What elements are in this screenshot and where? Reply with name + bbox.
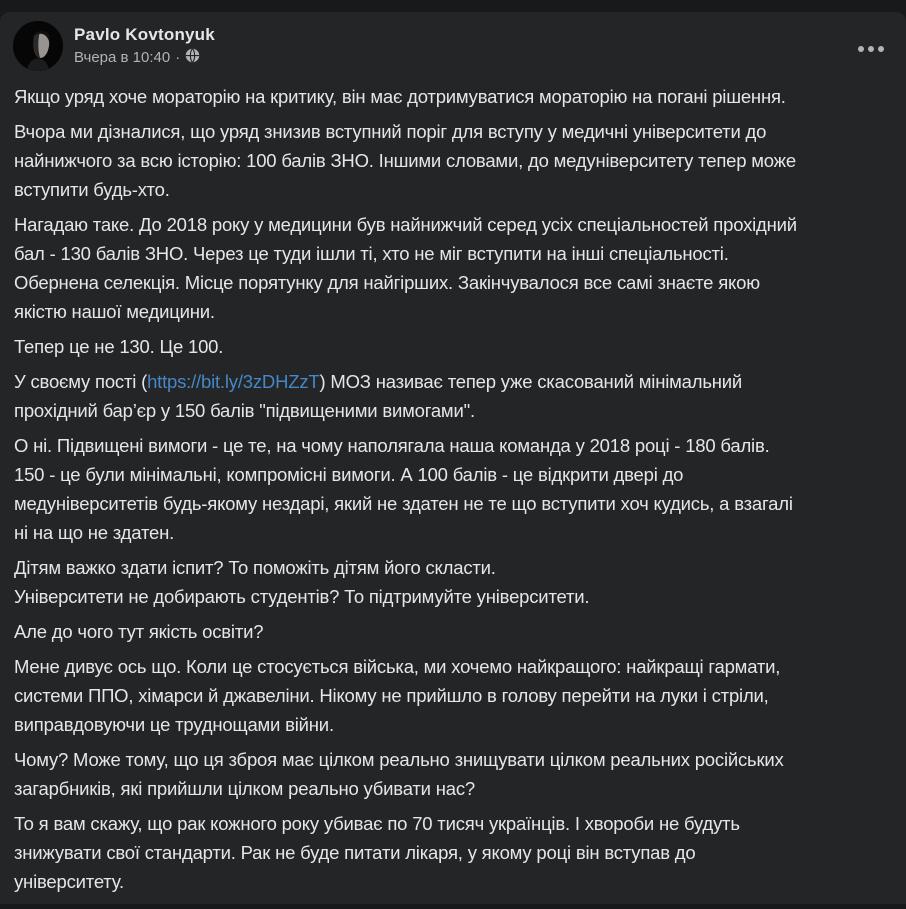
globe-icon — [185, 48, 200, 67]
post-text-line: Вчора ми дізналися, що уряд знизив вступний поріг для вступу у медичні університети до — [14, 121, 767, 142]
post-text-line: Але до чого тут якість освіти? — [14, 621, 264, 642]
post-paragraph — [14, 82, 892, 111]
inline-link[interactable]: https://bit.ly/3zDHZzT — [147, 371, 320, 392]
post-text-line: університету. — [14, 871, 124, 892]
post-text-line: бал - 130 балів ЗНО. Через це туди ішли ті, хто не міг вступити на інші спеціальності. — [14, 243, 729, 264]
post-text-line: Тепер це не 130. Це 100. — [14, 336, 224, 357]
post-text-line: знижувати свої стандарти. Рак не буде питати лікаря, у якому році він вступав до — [14, 842, 696, 863]
post-text-line: Чому? Може тому, що ця зброя має цілком реально знищувати цілком реальних російських — [14, 749, 784, 770]
post-text-line: прохідний бар’єр у 150 балів "підвищеними вимогами". — [14, 400, 475, 421]
post-paragraph — [14, 809, 892, 896]
post-menu-button[interactable] — [854, 40, 888, 58]
post-text-line: Мене дивує ось що. Коли це стосується війська, ми хочемо найкращого: найкращі гармати, — [14, 656, 781, 677]
post-paragraph — [14, 332, 892, 361]
post-paragraph — [14, 617, 892, 646]
post-text-line: Обернена селекція. Місце порятунку для найгірших. Закінчувалося все самі знаєте якою — [14, 272, 760, 293]
post-paragraph — [14, 117, 892, 204]
post-text-line — [14, 367, 892, 396]
post-paragraph — [14, 367, 892, 425]
post-text-line: виправдовуючи це труднощами війни. — [14, 714, 334, 735]
post-content — [0, 71, 906, 896]
post-text-line: загарбників, які прийшли цілком реально убивати нас? — [14, 778, 475, 799]
post-card — [0, 12, 906, 904]
post-text-line: системи ППО, хімарси й джавеліни. Нікому не прийшло в голову перейти на луки і стріли, — [14, 685, 769, 706]
post-meta — [74, 48, 215, 67]
post-paragraph — [14, 553, 892, 611]
link-pre-text: У своєму пості ( — [14, 371, 148, 392]
post-paragraph — [14, 431, 892, 547]
avatar[interactable] — [13, 21, 63, 71]
post-text-line: найнижчого за всю історію: 100 балів ЗНО. Іншими словами, до медуніверситету тепер може — [14, 150, 796, 171]
timestamp[interactable]: Вчера в 10:40 — [74, 49, 171, 66]
post-text-line: Дітям важко здати іспит? То поможіть дітям його скласти. — [14, 557, 496, 578]
link-post-text: ) МОЗ називає тепер уже скасований мінімальний — [319, 371, 743, 392]
post-text-line: Університети не добирають студентів? То підтримуйте університети. — [14, 586, 590, 607]
post-paragraph — [14, 745, 892, 803]
post-text-line: О ні. Підвищені вимоги - це те, на чому наполягала наша команда у 2018 році - 180 балів. — [14, 435, 770, 456]
post-text-line: То я вам скажу, що рак кожного року убиває по 70 тисяч українців. І хвороби не будуть — [14, 813, 740, 834]
post-text-line: медуніверситетів будь-якому нездарі, який не здатен не те що вступити хоч кудись, а взагалі — [14, 493, 793, 514]
post-paragraph — [14, 652, 892, 739]
post-text-line: Якщо уряд хоче мораторію на критику, він має дотримуватися мораторію на погані рішення. — [14, 86, 786, 107]
author-name[interactable]: Pavlo Kovtonyuk — [74, 25, 215, 44]
ellipsis-icon — [878, 46, 884, 52]
post-text-line: ні на що не здатен. — [14, 522, 175, 543]
post-text-line: 150 - це були мінімальні, компромісні вимоги. А 100 балів - це відкрити двері до — [14, 464, 684, 485]
header-text-block — [74, 21, 215, 67]
avatar-portrait-image — [13, 21, 63, 71]
post-paragraph — [14, 210, 892, 326]
post-header — [0, 12, 906, 71]
post-text-line: якістю нашої медицини. — [14, 301, 215, 322]
ellipsis-icon — [858, 46, 864, 52]
ellipsis-icon — [868, 46, 874, 52]
post-text-line: Нагадаю таке. До 2018 року у медицини був найнижчий серед усіх спеціальностей прохідний — [14, 214, 797, 235]
post-text-line: вступити будь-хто. — [14, 179, 170, 200]
meta-separator: · — [175, 49, 181, 66]
